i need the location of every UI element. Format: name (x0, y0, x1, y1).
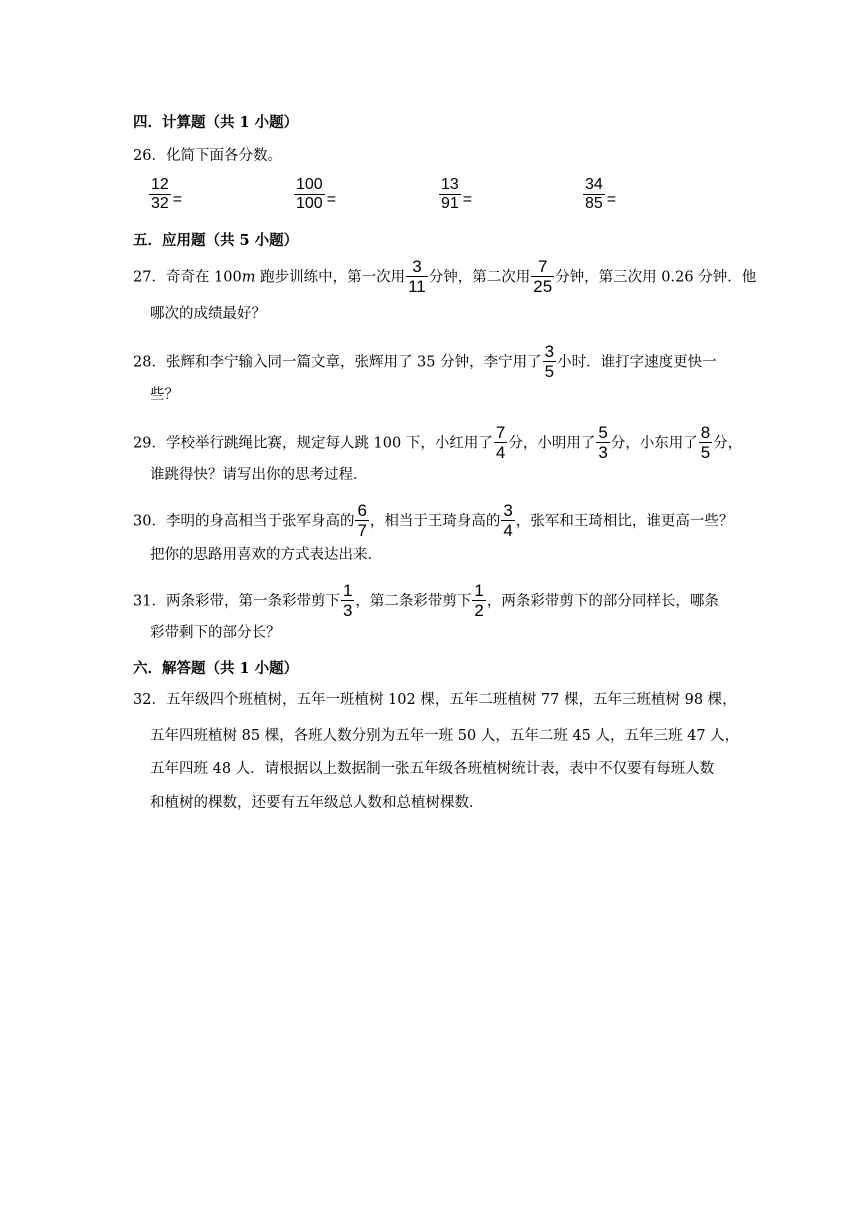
fraction-numerator: 8 (700, 423, 711, 442)
question-28 (133, 344, 717, 381)
fraction-expression-4 (582, 178, 616, 213)
question-31-line-2: 彩带剩下的部分长？ (150, 625, 281, 641)
question-30-line-2: 把你的思路用喜欢的方式表达出来． (150, 547, 382, 563)
question-28-line-2: 些？ (150, 387, 179, 403)
fraction-denominator: 3 (598, 443, 608, 462)
question-number: 29． (133, 435, 166, 452)
fraction-numerator: 3 (544, 342, 555, 361)
question-text: 五年级四个班植树，五年一班植树 102 棵，五年二班植树 77 棵，五年三班植树 98 棵， (165, 692, 737, 708)
question-text: 分，小明用了 (508, 435, 596, 452)
question-text: 分，小东用了 (610, 435, 698, 452)
equals-sign: = (326, 190, 337, 208)
fraction-denominator: 3 (342, 601, 353, 620)
fraction-denominator: 85 (585, 195, 603, 212)
fraction-numerator: 6 (357, 501, 367, 520)
question-text: 化简下面各分数。 (165, 148, 282, 164)
fraction-numerator: 34 (585, 176, 603, 193)
question-text: 李明的身高相当于张军身高的 (165, 513, 355, 530)
question-text: ，两条彩带剪下的部分同样长，哪条 (486, 593, 719, 610)
fraction-numerator: 3 (503, 501, 513, 520)
question-text: 学校举行跳绳比赛，规定每人跳 100 下，小红用了 (165, 435, 493, 452)
question-27 (133, 259, 756, 296)
question-27-line-2: 哪次的成绩最好？ (150, 306, 266, 322)
question-text: 小时．谁打字速度更快一 (557, 354, 717, 371)
fraction-denominator: 4 (503, 521, 513, 540)
equals-sign: = (462, 190, 473, 208)
fraction-denominator: 2 (474, 601, 484, 620)
question-number: 32． (133, 692, 166, 708)
fraction-denominator: 4 (495, 443, 506, 462)
question-text: ，相当于王琦身高的 (369, 513, 501, 530)
fraction-numerator: 5 (598, 423, 608, 442)
question-text: 分钟，第二次用 (428, 269, 531, 286)
question-text: 两条彩带，第一条彩带剪下 (165, 593, 340, 610)
fraction-numerator: 3 (412, 257, 422, 276)
fraction-denominator: 5 (700, 443, 711, 462)
question-number: 26． (133, 148, 166, 164)
question-number: 30． (133, 513, 166, 530)
fraction-numerator: 13 (441, 176, 459, 193)
question-29 (133, 425, 742, 462)
question-32-line-4: 和植树的棵数，还要有五年级总人数和总植树棵数． (150, 795, 484, 811)
question-26 (133, 146, 282, 166)
section-heading-4: 四．计算题（共 1 小题） (133, 114, 299, 131)
question-text: 分钟，第三次用 0.26 分钟．他 (555, 269, 757, 286)
fraction-numerator: 7 (537, 257, 548, 276)
fraction-numerator: 100 (296, 176, 323, 193)
question-32-line-2: 五年四班植树 85 棵，各班人数分别为五年一班 50 人，五年二班 45 人，五年三班 47 人， (150, 728, 740, 744)
fraction-denominator: 7 (357, 521, 367, 540)
question-number: 27． (133, 269, 166, 286)
question-number: 28． (133, 354, 166, 371)
question-30 (133, 503, 733, 540)
section-heading-5: 五．应用题（共 5 小题） (133, 232, 299, 249)
fraction-numerator: 1 (342, 581, 353, 600)
question-text: 张辉和李宁输入同一篇文章，张辉用了 35 分钟，李宁用了 (165, 354, 542, 371)
fraction-numerator: 12 (151, 176, 169, 193)
question-text: ，张军和王琦相比，谁更高一些？ (515, 513, 734, 530)
fraction-denominator: 11 (408, 277, 426, 296)
fraction-denominator: 32 (151, 195, 169, 212)
fraction-denominator: 91 (441, 195, 459, 212)
question-number: 31． (133, 593, 166, 610)
fraction-denominator: 25 (533, 277, 553, 296)
equals-sign: = (172, 190, 183, 208)
fraction-expression-2 (293, 178, 336, 213)
fraction-numerator: 1 (474, 581, 484, 600)
fraction-expression-3 (438, 178, 472, 213)
fraction-denominator: 5 (544, 362, 555, 381)
fraction-denominator: 100 (296, 195, 323, 212)
equals-sign: = (606, 190, 617, 208)
question-text: 跑步训练中，第一次用 (255, 269, 406, 286)
question-29-line-2: 谁跳得快？请写出你的思考过程． (150, 467, 368, 483)
question-32 (133, 690, 737, 710)
fraction-numerator: 7 (495, 423, 506, 442)
question-31 (133, 583, 719, 620)
question-text: 奇奇在 100 (165, 269, 242, 286)
question-text: ，第二条彩带剪下 (355, 593, 472, 610)
question-text: 分， (713, 435, 743, 452)
question-32-line-3: 五年四班 48 人．请根据以上数据制一张五年级各班植树统计表，表中不仅要有每班人数 (150, 761, 715, 777)
unit-symbol: m (241, 269, 256, 286)
section-heading-6: 六．解答题（共 1 小题） (133, 660, 299, 677)
fraction-expression-1 (148, 178, 182, 213)
